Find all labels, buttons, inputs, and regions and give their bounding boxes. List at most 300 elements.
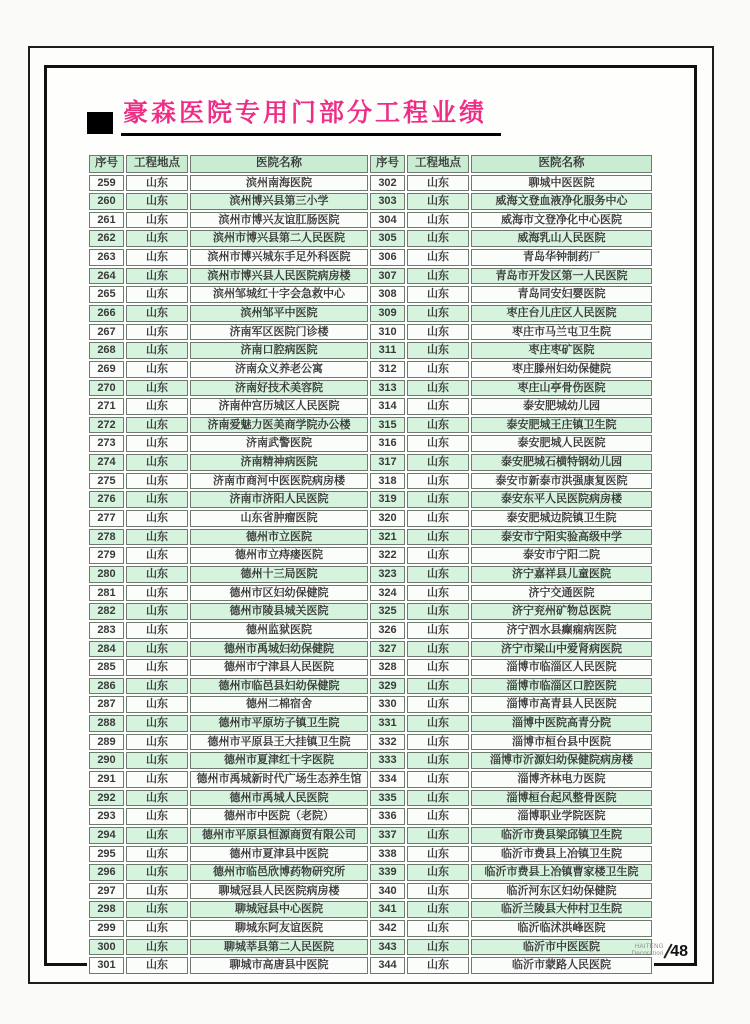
serial-cell: 275	[89, 473, 124, 490]
location-cell: 山东	[407, 622, 469, 639]
serial-cell: 285	[89, 659, 124, 676]
hospital-name-cell: 济宁泗水县癫痫病医院	[471, 622, 652, 639]
serial-cell: 322	[370, 547, 405, 564]
serial-cell: 278	[89, 529, 124, 546]
location-cell: 山东	[126, 268, 188, 285]
location-cell: 山东	[407, 324, 469, 341]
location-cell: 山东	[407, 342, 469, 359]
location-cell: 山东	[407, 491, 469, 508]
hospital-name-cell: 临沂市费县上冶镇曹家楼卫生院	[471, 864, 652, 881]
location-cell: 山东	[126, 193, 188, 210]
serial-cell: 330	[370, 696, 405, 713]
table-row	[89, 901, 652, 918]
table-row	[89, 342, 652, 359]
serial-cell: 336	[370, 808, 405, 825]
table-row	[89, 249, 652, 266]
location-cell: 山东	[407, 249, 469, 266]
location-cell: 山东	[407, 771, 469, 788]
location-cell: 山东	[407, 939, 469, 956]
table-row	[89, 491, 652, 508]
table-row	[89, 678, 652, 695]
table-row	[89, 175, 652, 192]
footer-brand-line1: HAITENG	[634, 943, 664, 950]
location-cell: 山东	[126, 286, 188, 303]
location-cell: 山东	[126, 752, 188, 769]
location-cell: 山东	[407, 380, 469, 397]
table-row	[89, 435, 652, 452]
table-row	[89, 268, 652, 285]
header-location-right: 工程地点	[407, 155, 469, 173]
location-cell: 山东	[407, 510, 469, 527]
hospital-name-cell: 济南武警医院	[190, 435, 368, 452]
title-square-bullet-icon	[87, 112, 113, 134]
location-cell: 山东	[407, 305, 469, 322]
serial-cell: 291	[89, 771, 124, 788]
table-row	[89, 417, 652, 434]
serial-cell: 287	[89, 696, 124, 713]
serial-cell: 324	[370, 585, 405, 602]
hospital-name-cell: 德州市临邑县妇幼保健院	[190, 678, 368, 695]
table-row	[89, 380, 652, 397]
serial-cell: 259	[89, 175, 124, 192]
location-cell: 山东	[407, 529, 469, 546]
hospital-name-cell: 德州市宁津县人民医院	[190, 659, 368, 676]
hospital-name-cell: 德州市夏津红十字医院	[190, 752, 368, 769]
hospital-name-cell: 枣庄枣矿医院	[471, 342, 652, 359]
location-cell: 山东	[407, 193, 469, 210]
table-row	[89, 771, 652, 788]
location-cell: 山东	[407, 641, 469, 658]
location-cell: 山东	[407, 659, 469, 676]
serial-cell: 320	[370, 510, 405, 527]
hospital-name-cell: 德州市平原县恒源商贸有限公司	[190, 827, 368, 844]
hospital-name-cell: 滨州邹城红十字会急救中心	[190, 286, 368, 303]
location-cell: 山东	[126, 696, 188, 713]
hospital-name-cell: 济南好技术美容院	[190, 380, 368, 397]
serial-cell: 329	[370, 678, 405, 695]
serial-cell: 292	[89, 790, 124, 807]
location-cell: 山东	[407, 398, 469, 415]
serial-cell: 327	[370, 641, 405, 658]
hospital-name-cell: 淄博市沂源妇幼保健院病房楼	[471, 752, 652, 769]
serial-cell: 306	[370, 249, 405, 266]
location-cell: 山东	[126, 454, 188, 471]
serial-cell: 281	[89, 585, 124, 602]
hospital-name-cell: 济南市商河中医医院病房楼	[190, 473, 368, 490]
location-cell: 山东	[126, 846, 188, 863]
projects-table	[87, 153, 654, 977]
hospital-name-cell: 济南仲宫历城区人民医院	[190, 398, 368, 415]
hospital-name-cell: 淄博市临淄区口腔医院	[471, 678, 652, 695]
hospital-name-cell: 临沂市费县上冶镇卫生院	[471, 846, 652, 863]
table-row	[89, 883, 652, 900]
table-row	[89, 212, 652, 229]
hospital-name-cell: 济南众义养老公寓	[190, 361, 368, 378]
serial-cell: 310	[370, 324, 405, 341]
serial-cell: 279	[89, 547, 124, 564]
hospital-name-cell: 泰安市宁阳二院	[471, 547, 652, 564]
hospital-name-cell: 滨州市博兴县第二人民医院	[190, 230, 368, 247]
table-row	[89, 547, 652, 564]
hospital-name-cell: 聊城市高唐县中医院	[190, 957, 368, 974]
location-cell: 山东	[407, 566, 469, 583]
location-cell: 山东	[126, 957, 188, 974]
table-row	[89, 193, 652, 210]
table-row	[89, 846, 652, 863]
table-row	[89, 622, 652, 639]
location-cell: 山东	[126, 790, 188, 807]
hospital-name-cell: 德州市平原县王大挂镇卫生院	[190, 734, 368, 751]
hospital-name-cell: 淄博市临淄区人民医院	[471, 659, 652, 676]
table-row	[89, 659, 652, 676]
hospital-name-cell: 德州市立痔瘘医院	[190, 547, 368, 564]
serial-cell: 303	[370, 193, 405, 210]
table-row	[89, 864, 652, 881]
hospital-name-cell: 济宁兖州矿物总医院	[471, 603, 652, 620]
location-cell: 山东	[126, 230, 188, 247]
serial-cell: 298	[89, 901, 124, 918]
serial-cell: 311	[370, 342, 405, 359]
location-cell: 山东	[407, 417, 469, 434]
location-cell: 山东	[126, 827, 188, 844]
hospital-name-cell: 淄博中医院高青分院	[471, 715, 652, 732]
hospital-name-cell: 济宁市梁山中爱肾病医院	[471, 641, 652, 658]
hospital-name-cell: 青岛市开发区第一人民医院	[471, 268, 652, 285]
table-row	[89, 510, 652, 527]
location-cell: 山东	[126, 417, 188, 434]
location-cell: 山东	[126, 491, 188, 508]
table-row	[89, 566, 652, 583]
location-cell: 山东	[126, 808, 188, 825]
serial-cell: 293	[89, 808, 124, 825]
serial-cell: 282	[89, 603, 124, 620]
hospital-name-cell: 滨州市博兴县人民医院病房楼	[190, 268, 368, 285]
serial-cell: 331	[370, 715, 405, 732]
location-cell: 山东	[126, 864, 188, 881]
hospital-name-cell: 泰安肥城人民医院	[471, 435, 652, 452]
location-cell: 山东	[126, 678, 188, 695]
serial-cell: 339	[370, 864, 405, 881]
hospital-name-cell: 滨州市博兴城东手足外科医院	[190, 249, 368, 266]
serial-cell: 284	[89, 641, 124, 658]
hospital-name-cell: 枣庄山亭骨伤医院	[471, 380, 652, 397]
serial-cell: 333	[370, 752, 405, 769]
serial-cell: 343	[370, 939, 405, 956]
hospital-name-cell: 临沂河东区妇幼保健院	[471, 883, 652, 900]
location-cell: 山东	[126, 212, 188, 229]
location-cell: 山东	[407, 268, 469, 285]
hospital-name-cell: 济宁交通医院	[471, 585, 652, 602]
location-cell: 山东	[407, 603, 469, 620]
serial-cell: 265	[89, 286, 124, 303]
hospital-name-cell: 淄博市桓台县中医院	[471, 734, 652, 751]
serial-cell: 317	[370, 454, 405, 471]
serial-cell: 271	[89, 398, 124, 415]
location-cell: 山东	[407, 827, 469, 844]
hospital-name-cell: 泰安市新泰市洪强康复医院	[471, 473, 652, 490]
serial-cell: 318	[370, 473, 405, 490]
table-body	[89, 175, 652, 975]
serial-cell: 344	[370, 957, 405, 974]
serial-cell: 276	[89, 491, 124, 508]
hospital-name-cell: 济南军区医院门诊楼	[190, 324, 368, 341]
location-cell: 山东	[126, 883, 188, 900]
hospital-name-cell: 威海市文登净化中心医院	[471, 212, 652, 229]
location-cell: 山东	[407, 920, 469, 937]
location-cell: 山东	[407, 901, 469, 918]
outer-page-frame	[28, 46, 714, 984]
hospital-name-cell: 枣庄台儿庄区人民医院	[471, 305, 652, 322]
hospital-name-cell: 德州市平原坊子镇卫生院	[190, 715, 368, 732]
hospital-name-cell: 威海文登血液净化服务中心	[471, 193, 652, 210]
serial-cell: 262	[89, 230, 124, 247]
header-serial-right: 序号	[370, 155, 405, 173]
hospital-name-cell: 淄博桓台起风整骨医院	[471, 790, 652, 807]
location-cell: 山东	[407, 752, 469, 769]
hospital-name-cell: 淄博市高青县人民医院	[471, 696, 652, 713]
table-row	[89, 286, 652, 303]
hospital-name-cell: 聊城东阿友谊医院	[190, 920, 368, 937]
serial-cell: 294	[89, 827, 124, 844]
serial-cell: 321	[370, 529, 405, 546]
location-cell: 山东	[407, 846, 469, 863]
location-cell: 山东	[126, 398, 188, 415]
table-row	[89, 585, 652, 602]
table-row	[89, 230, 652, 247]
location-cell: 山东	[407, 808, 469, 825]
location-cell: 山东	[407, 454, 469, 471]
serial-cell: 319	[370, 491, 405, 508]
location-cell: 山东	[407, 585, 469, 602]
location-cell: 山东	[126, 249, 188, 266]
location-cell: 山东	[126, 603, 188, 620]
serial-cell: 277	[89, 510, 124, 527]
header-location-left: 工程地点	[126, 155, 188, 173]
hospital-name-cell: 泰安肥城边院镇卫生院	[471, 510, 652, 527]
inner-page-frame	[44, 65, 697, 972]
table-row	[89, 603, 652, 620]
location-cell: 山东	[407, 547, 469, 564]
serial-cell: 264	[89, 268, 124, 285]
title-block	[87, 100, 694, 136]
hospital-name-cell: 德州市禹城妇幼保健院	[190, 641, 368, 658]
serial-cell: 337	[370, 827, 405, 844]
hospital-name-cell: 德州市夏津县中医院	[190, 846, 368, 863]
table-row	[89, 715, 652, 732]
hospital-name-cell: 泰安肥城王庄镇卫生院	[471, 417, 652, 434]
hospital-name-cell: 济南口腔病医院	[190, 342, 368, 359]
hospital-name-cell: 泰安肥城幼儿园	[471, 398, 652, 415]
location-cell: 山东	[126, 622, 188, 639]
location-cell: 山东	[407, 473, 469, 490]
hospital-name-cell: 临沂市蒙路人民医院	[471, 957, 652, 974]
serial-cell: 334	[370, 771, 405, 788]
hospital-name-cell: 德州市陵县城关医院	[190, 603, 368, 620]
location-cell: 山东	[126, 435, 188, 452]
hospital-name-cell: 德州市禹城新时代广场生态养生馆	[190, 771, 368, 788]
serial-cell: 274	[89, 454, 124, 471]
location-cell: 山东	[126, 305, 188, 322]
serial-cell: 288	[89, 715, 124, 732]
serial-cell: 315	[370, 417, 405, 434]
serial-cell: 314	[370, 398, 405, 415]
serial-cell: 323	[370, 566, 405, 583]
hospital-name-cell: 滨州博兴县第三小学	[190, 193, 368, 210]
location-cell: 山东	[126, 920, 188, 937]
location-cell: 山东	[126, 473, 188, 490]
location-cell: 山东	[126, 510, 188, 527]
location-cell: 山东	[407, 678, 469, 695]
location-cell: 山东	[407, 957, 469, 974]
hospital-name-cell: 青岛华钟制药厂	[471, 249, 652, 266]
location-cell: 山东	[126, 659, 188, 676]
hospital-name-cell: 泰安市宁阳实验高级中学	[471, 529, 652, 546]
serial-cell: 267	[89, 324, 124, 341]
serial-cell: 313	[370, 380, 405, 397]
hospital-name-cell: 青岛同安妇婴医院	[471, 286, 652, 303]
serial-cell: 260	[89, 193, 124, 210]
location-cell: 山东	[407, 696, 469, 713]
table-row	[89, 324, 652, 341]
hospital-name-cell: 德州市临邑欣博药物研究所	[190, 864, 368, 881]
serial-cell: 342	[370, 920, 405, 937]
location-cell: 山东	[126, 529, 188, 546]
serial-cell: 332	[370, 734, 405, 751]
location-cell: 山东	[407, 212, 469, 229]
serial-cell: 272	[89, 417, 124, 434]
serial-cell: 297	[89, 883, 124, 900]
location-cell: 山东	[407, 230, 469, 247]
table-row	[89, 473, 652, 490]
header-serial-left: 序号	[89, 155, 124, 173]
serial-cell: 326	[370, 622, 405, 639]
table-row	[89, 696, 652, 713]
hospital-name-cell: 淄博齐林电力医院	[471, 771, 652, 788]
location-cell: 山东	[126, 734, 188, 751]
table-row	[89, 734, 652, 751]
serial-cell: 335	[370, 790, 405, 807]
hospital-name-cell: 济宁嘉祥县儿童医院	[471, 566, 652, 583]
table-row	[89, 454, 652, 471]
serial-cell: 328	[370, 659, 405, 676]
serial-cell: 286	[89, 678, 124, 695]
footer-brand-line2: Decoration	[631, 950, 664, 957]
table-header	[89, 155, 652, 173]
serial-cell: 296	[89, 864, 124, 881]
header-hospital-left: 医院名称	[190, 155, 368, 173]
hospital-name-cell: 淄博职业学院医院	[471, 808, 652, 825]
serial-cell: 289	[89, 734, 124, 751]
hospital-name-cell: 山东省肿瘤医院	[190, 510, 368, 527]
hospital-name-cell: 德州市区妇幼保健院	[190, 585, 368, 602]
hospital-name-cell: 威海乳山人民医院	[471, 230, 652, 247]
location-cell: 山东	[126, 939, 188, 956]
location-cell: 山东	[407, 175, 469, 192]
location-cell: 山东	[126, 342, 188, 359]
serial-cell: 309	[370, 305, 405, 322]
serial-cell: 325	[370, 603, 405, 620]
table-row	[89, 939, 652, 956]
hospital-name-cell: 临沂市费县梁邱镇卫生院	[471, 827, 652, 844]
location-cell: 山东	[126, 585, 188, 602]
serial-cell: 305	[370, 230, 405, 247]
hospital-name-cell: 德州市中医院（老院）	[190, 808, 368, 825]
serial-cell: 283	[89, 622, 124, 639]
serial-cell: 341	[370, 901, 405, 918]
hospital-name-cell: 济南市济阳人民医院	[190, 491, 368, 508]
table-row	[89, 920, 652, 937]
serial-cell: 304	[370, 212, 405, 229]
hospital-name-cell: 济南精神病医院	[190, 454, 368, 471]
hospital-name-cell: 泰安肥城石横特钢幼儿园	[471, 454, 652, 471]
location-cell: 山东	[407, 715, 469, 732]
hospital-name-cell: 枣庄滕州妇幼保健院	[471, 361, 652, 378]
header-hospital-right: 医院名称	[471, 155, 652, 173]
location-cell: 山东	[407, 790, 469, 807]
serial-cell: 290	[89, 752, 124, 769]
serial-cell: 295	[89, 846, 124, 863]
hospital-name-cell: 滨州市博兴友谊肛肠医院	[190, 212, 368, 229]
location-cell: 山东	[407, 734, 469, 751]
serial-cell: 300	[89, 939, 124, 956]
hospital-name-cell: 滨州邹平中医院	[190, 305, 368, 322]
hospital-name-cell: 德州十三局医院	[190, 566, 368, 583]
location-cell: 山东	[126, 324, 188, 341]
location-cell: 山东	[126, 175, 188, 192]
hospital-name-cell: 聊城中医医院	[471, 175, 652, 192]
serial-cell: 263	[89, 249, 124, 266]
hospital-name-cell: 枣庄市马兰屯卫生院	[471, 324, 652, 341]
table-row	[89, 752, 652, 769]
table-row	[89, 790, 652, 807]
location-cell: 山东	[126, 547, 188, 564]
page-number: 48	[670, 943, 688, 960]
serial-cell: 340	[370, 883, 405, 900]
table-row	[89, 808, 652, 825]
page-footer	[632, 943, 688, 960]
hospital-name-cell: 临沂市中医医院	[471, 939, 652, 956]
hospital-name-cell: 聊城冠县人民医院病房楼	[190, 883, 368, 900]
hospital-name-cell: 德州市立医院	[190, 529, 368, 546]
serial-cell: 261	[89, 212, 124, 229]
location-cell: 山东	[126, 715, 188, 732]
table-row	[89, 398, 652, 415]
hospital-name-cell: 滨州南海医院	[190, 175, 368, 192]
serial-cell: 312	[370, 361, 405, 378]
page-title: 豪森医院专用门部分工程业绩	[121, 100, 501, 136]
location-cell: 山东	[126, 380, 188, 397]
footer-brand-logo	[632, 944, 664, 958]
hospital-name-cell: 德州二棉宿舍	[190, 696, 368, 713]
hospital-name-cell: 临沂兰陵县大仲村卫生院	[471, 901, 652, 918]
serial-cell: 280	[89, 566, 124, 583]
location-cell: 山东	[407, 435, 469, 452]
serial-cell: 302	[370, 175, 405, 192]
serial-cell: 301	[89, 957, 124, 974]
serial-cell: 266	[89, 305, 124, 322]
hospital-name-cell: 德州监狱医院	[190, 622, 368, 639]
table-header-row	[89, 155, 652, 173]
serial-cell: 308	[370, 286, 405, 303]
table-row	[89, 827, 652, 844]
table-row	[89, 305, 652, 322]
serial-cell: 270	[89, 380, 124, 397]
hospital-name-cell: 德州市禹城人民医院	[190, 790, 368, 807]
table-row	[89, 641, 652, 658]
hospital-name-cell: 临沂临沭洪峰医院	[471, 920, 652, 937]
location-cell: 山东	[126, 771, 188, 788]
table-row	[89, 957, 652, 974]
